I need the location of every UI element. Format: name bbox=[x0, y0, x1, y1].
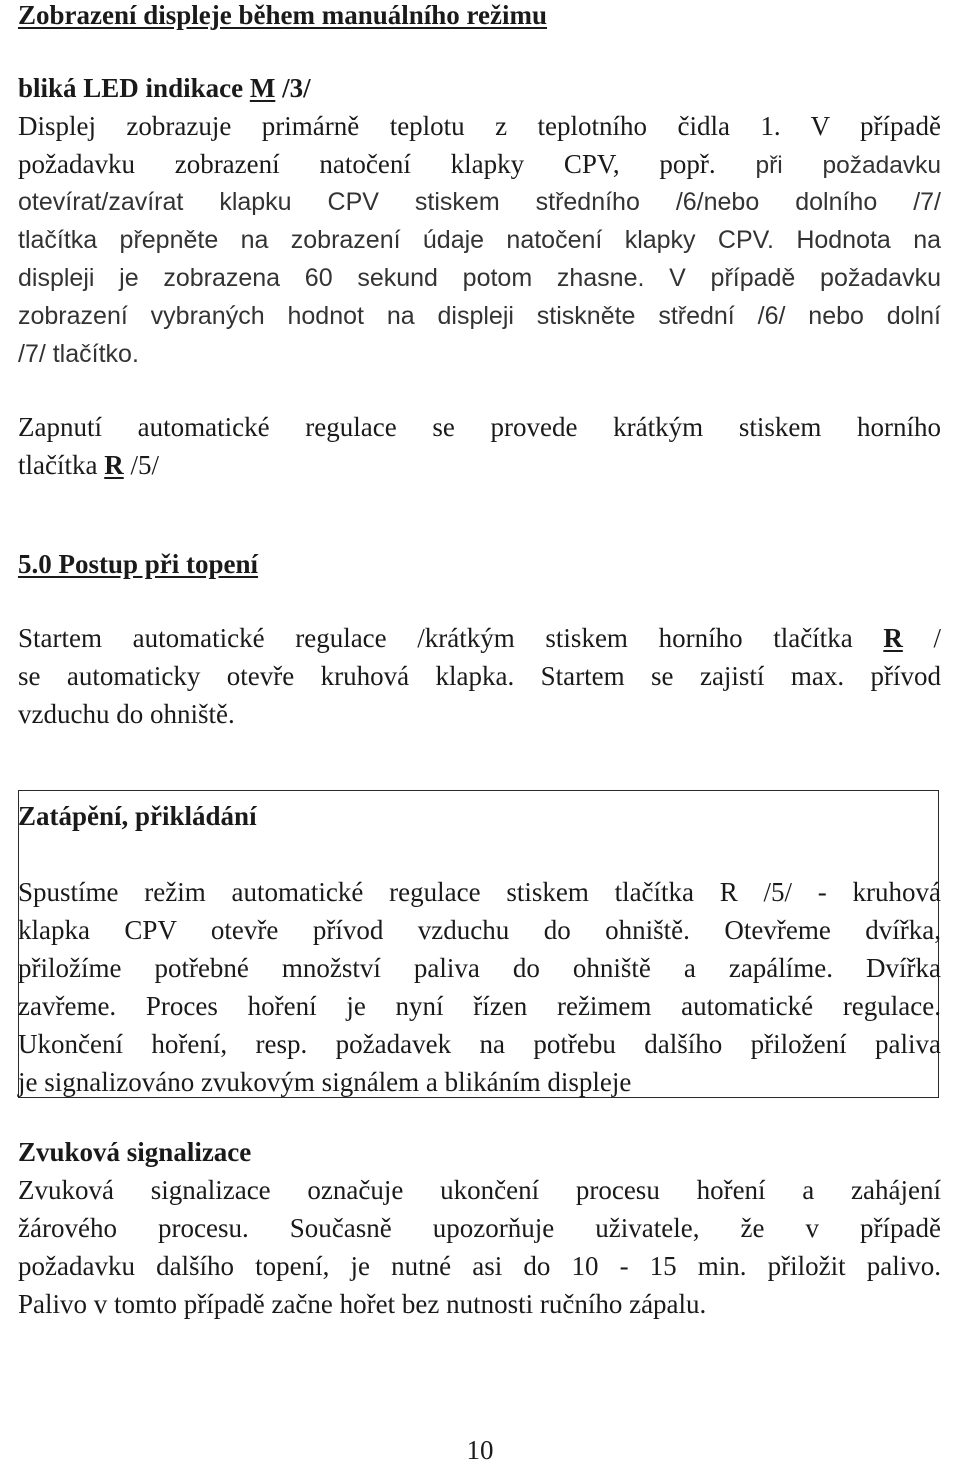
sound-signal-heading: Zvuková signalizace bbox=[18, 1137, 252, 1167]
sound-text-line: Zvuková signalizace označuje ukončení procesu hoření a zahájení bbox=[18, 1175, 941, 1205]
manual-line-4: tlačítka přepněte na zobrazení údaje natočení klapky CPV. Hodnota na bbox=[18, 226, 941, 254]
led-letter: M bbox=[249, 73, 276, 103]
led-prefix: bliká LED indikace bbox=[18, 73, 250, 103]
firing-text-line: zavřeme. Proces hoření je nyní řízen režimem automatické regulace. bbox=[18, 991, 941, 1021]
manual-line-6: zobrazení vybraných hodnot na displeji stiskněte střední /6/ nebo dolní bbox=[18, 302, 941, 330]
sound-text-line: požadavku dalšího topení, je nutné asi do 10 - 15 min. přiložit palivo. bbox=[18, 1251, 941, 1281]
sound-signal-paragraph bbox=[18, 1171, 941, 1323]
manual-line-5: displeji je zobrazena 60 sekund potom zhasne. V případě požadavku bbox=[18, 264, 941, 292]
heating-procedure-heading: 5.0 Postup při topení bbox=[18, 549, 259, 579]
heating-line-2: se automaticky otevře kruhová klapka. Startem se zajistí max. přívod bbox=[18, 661, 941, 691]
auto-regulation-line-1: Zapnutí automatické regulace se provede krátkým stiskem horního bbox=[18, 412, 941, 442]
firing-text-line: přiložíme potřebné množství paliva do ohniště a zapálíme. Dvířka bbox=[18, 953, 941, 983]
manual-line-2-serif: požadavku zobrazení natočení klapky CPV, popř. bbox=[18, 149, 716, 179]
heating-letter-r: R bbox=[883, 623, 903, 653]
manual-line-7: /7/ tlačítko. bbox=[18, 340, 139, 368]
manual-line-3: otevírat/zavírat klapku CPV stiskem středního /6/nebo dolního /7/ bbox=[18, 188, 941, 216]
manual-line-2 bbox=[18, 145, 941, 185]
heating-line-1-prefix: Startem automatické regulace /krátkým stiskem horního tlačítka bbox=[18, 623, 884, 653]
manual-mode-heading: Zobrazení displeje během manuálního režimu bbox=[18, 0, 548, 30]
heating-line-1-suffix: / bbox=[902, 623, 941, 653]
firing-text-line: Spustíme režim automatické regulace stiskem tlačítka R /5/ - kruhová bbox=[18, 877, 941, 907]
led-suffix: /3/ bbox=[275, 73, 311, 103]
firing-text-line: je signalizováno zvukovým signálem a blikáním displeje bbox=[18, 1067, 632, 1097]
heating-line-3: vzduchu do ohniště. bbox=[18, 699, 235, 729]
firing-paragraph bbox=[18, 873, 941, 1101]
manual-line-2-sans: při požadavku bbox=[715, 152, 941, 179]
manual-line-1: Displej zobrazuje primárně teplotu z teplotního čidla 1. V případě bbox=[18, 111, 941, 141]
heating-line-1 bbox=[18, 619, 941, 657]
auto-line-2-prefix: tlačítka bbox=[18, 450, 105, 480]
firing-text-line: Ukončení hoření, resp. požadavek na potřebu dalšího přiložení paliva bbox=[18, 1029, 941, 1059]
firing-text-line: klapka CPV otevře přívod vzduchu do ohniště. Otevřeme dvířka, bbox=[18, 915, 941, 945]
led-indication-line bbox=[18, 69, 311, 107]
auto-line-2-suffix: /5/ bbox=[123, 450, 159, 480]
firing-heading: Zatápění, přikládání bbox=[18, 801, 257, 831]
auto-letter-r: R bbox=[104, 450, 124, 480]
sound-text-line: Palivo v tomto případě začne hořet bez nutnosti ručního zápalu. bbox=[18, 1289, 707, 1319]
auto-regulation-line-2 bbox=[18, 446, 159, 484]
page-number: 10 bbox=[466, 1435, 494, 1465]
sound-text-line: žárového procesu. Současně upozorňuje uživatele, že v případě bbox=[18, 1213, 941, 1243]
